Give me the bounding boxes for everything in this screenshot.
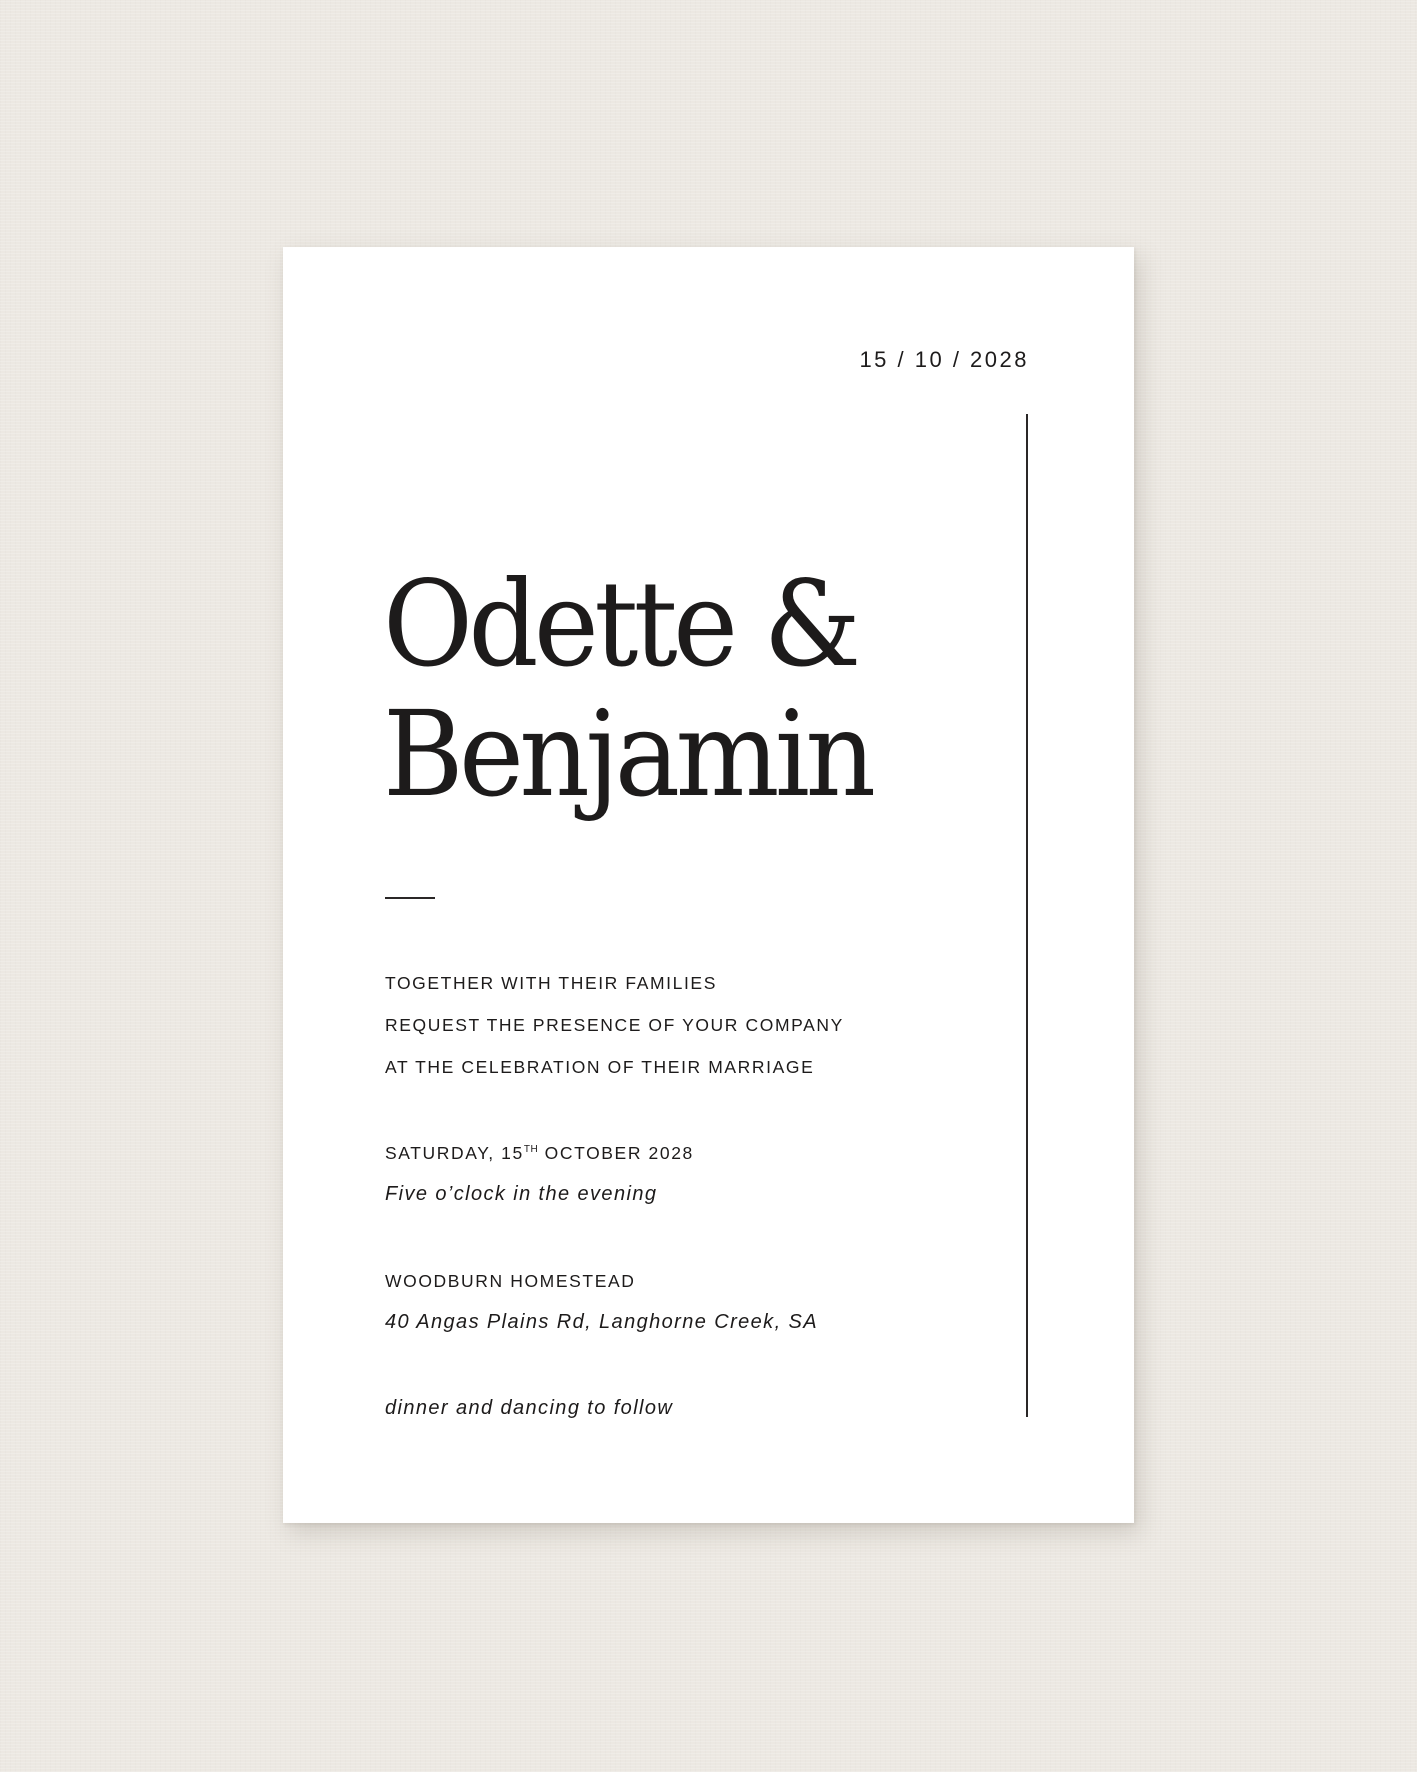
event-date [385,1143,694,1164]
couple-names [383,555,872,823]
request-line-3: AT THE CELEBRATION OF THEIR MARRIAGE [385,1057,815,1077]
names-line-1: Odette & [383,555,857,693]
venue-name: WOODBURN HOMESTEAD [385,1271,636,1291]
request-line-2: REQUEST THE PRESENCE OF YOUR COMPANY [385,1015,844,1035]
event-time: Five o’clock in the evening [385,1183,658,1205]
header-date: 15 / 10 / 2028 [859,347,1029,372]
footer-note: dinner and dancing to follow [385,1397,674,1419]
event-date-prefix: SATURDAY, 15 [385,1143,524,1163]
venue-address: 40 Angas Plains Rd, Langhorne Creek, SA [385,1311,818,1333]
names-line-2: Benjamin [383,685,872,823]
short-divider [385,897,435,899]
event-date-ordinal: TH [523,1144,539,1155]
invitation-card [283,247,1134,1523]
request-line-1: TOGETHER WITH THEIR FAMILIES [385,973,717,993]
vertical-divider [1026,414,1028,1417]
event-date-rest: OCTOBER 2028 [538,1143,694,1163]
